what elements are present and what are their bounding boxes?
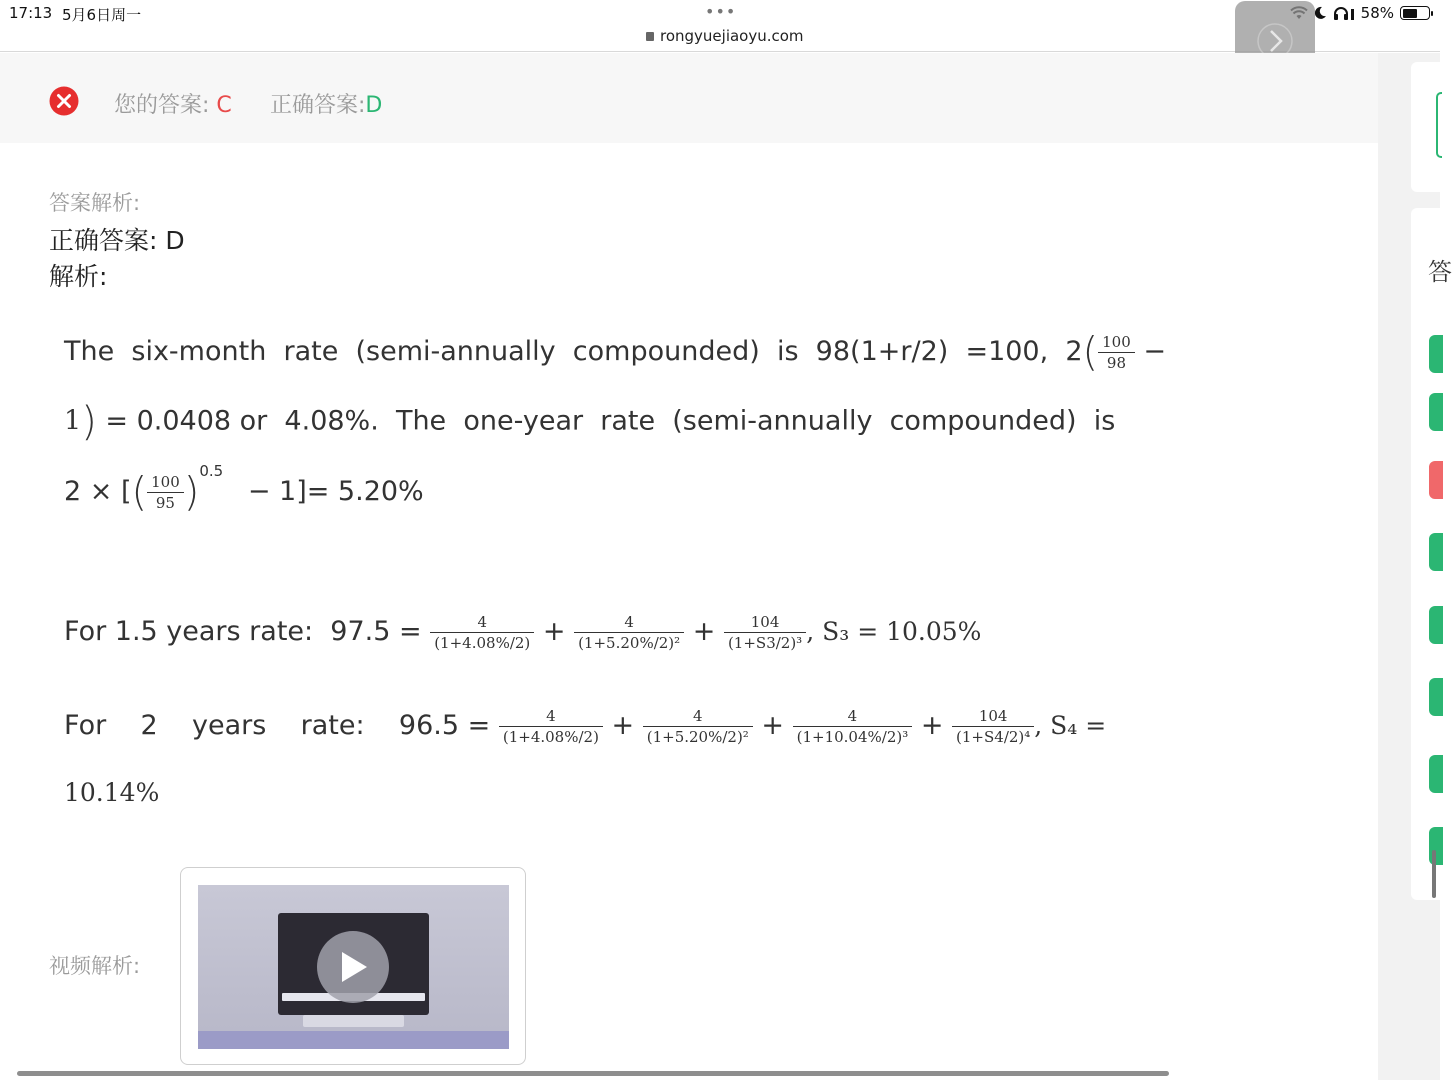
lock-icon [646,32,654,41]
status-date: 5月6日周一 [62,6,142,24]
explanation-line-3: 2 × [( $\frac{100}{95}$ )$^{0.5}$ − 1]= 5.20% [64,462,424,516]
status-bar [0,0,1440,52]
horizontal-scrollbar[interactable] [17,1071,1169,1076]
question-nav-item[interactable] [1429,606,1443,644]
wrong-x-icon [49,86,79,116]
video-thumbnail[interactable] [198,885,509,1049]
correct-answer [270,88,382,119]
play-icon [336,949,370,985]
explanation-line-2: 1) = 0.0408 or 4.08%. The one-year rate (semi-annually compounded) is [64,399,1116,445]
question-nav-item[interactable] [1429,533,1443,571]
fraction: $\frac{100}{98}$ [1098,332,1135,373]
answer-sheet-title: 答 [1428,258,1452,286]
explanation-label: 解析: [49,262,108,291]
play-button[interactable] [317,931,389,1003]
question-nav-item[interactable] [1429,335,1443,373]
correct-answer-value: D [365,93,383,118]
your-answer [114,88,232,119]
explanation-text: = 0.0408 or 4.08%. The one-year rate (semi-annually compounded) is [105,405,1116,437]
headphones-icon [1333,6,1355,20]
explanation-line-1: The six-month rate (semi-annually compounded) is 98(1+r/2) =100, 2( $\frac{100}{98}$ − [64,329,1166,376]
video-player[interactable] [180,867,526,1065]
explanation-text: The six-month rate (semi-annually compounded) is 98(1+r/2) =100, 2 [64,336,1083,367]
question-nav-item[interactable] [1429,678,1443,716]
address-bar[interactable] [646,27,804,45]
status-time: 17:13 [9,4,53,22]
formula-1-5-years: For 1.5 years rate: 97.5 = $\frac{4}{(1+4.08\%/2)}$ + $\frac{4}{\text{(1+5.20\%/2)²}}$ + $\frac{104}{\text{(1+S3/2)³}}$ , S₃ = 10.05% [64,613,982,652]
question-nav-item[interactable] [1429,393,1443,431]
answer-result-bar [0,53,1378,143]
url-text: rongyuejiaoyu.com [660,27,804,45]
vertical-scrollbar[interactable] [1432,850,1436,898]
correct-answer-line: 正确答案: D [49,226,185,255]
more-dots-icon[interactable]: ••• [705,2,737,21]
question-nav-item[interactable] [1429,755,1443,793]
analysis-heading: 答案解析: [49,191,141,215]
moon-icon [1314,6,1327,20]
correct-answer-label: 正确答案: [270,93,366,118]
video-analysis-label: 视频解析: [49,954,141,978]
formula-2-years-result: 10.14% [64,778,160,807]
right-panel-card [1411,62,1440,192]
question-nav-item-wrong[interactable] [1429,461,1443,499]
your-answer-label: 您的答案: [114,93,217,118]
battery-percent: 58% [1360,4,1394,22]
formula-2-years: For 2 years rate: 96.5 = $\frac{4}{(1+4.08\%/2)}$ + $\frac{4}{\text{(1+5.20\%/2)²}}$ + $\frac{4}{\text{(1+10.04\%/2)³}}$ + $\frac{104}{\text{(1+S4/2)⁴}}$ , S₄ = [64,707,1107,746]
battery-icon [1400,6,1430,20]
your-answer-value: C [216,93,232,118]
